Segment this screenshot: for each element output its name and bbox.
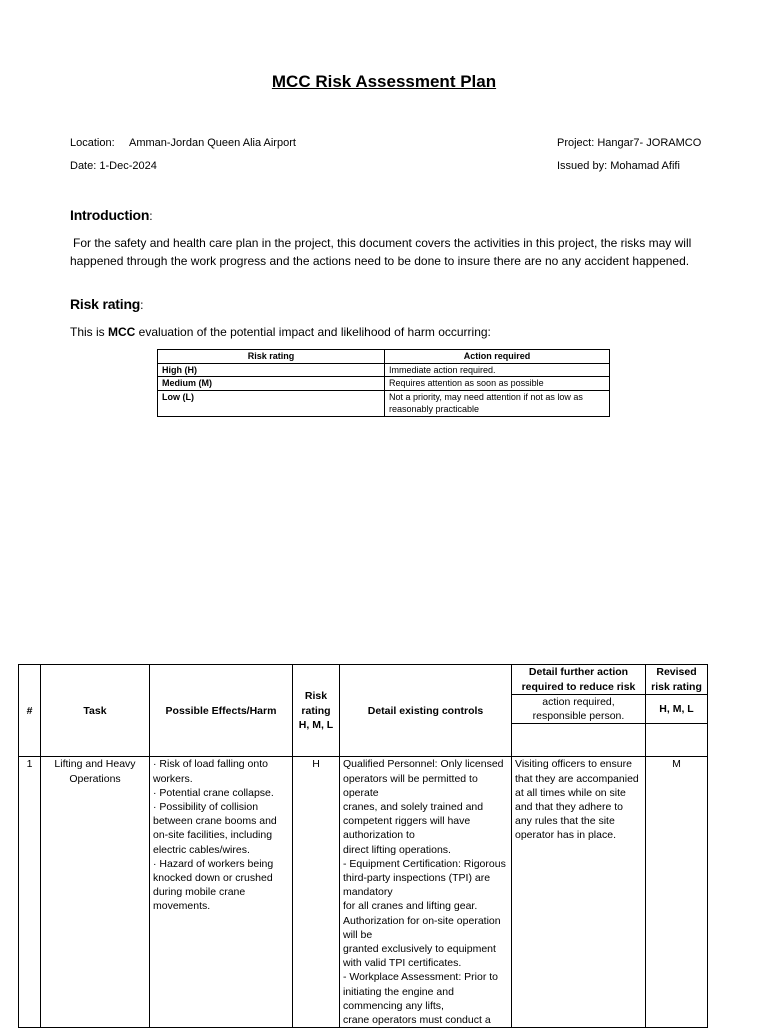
row-further-action: Visiting officers to ensure that they are accompanied at all times while on site and that they adhere to any rules that the site operator has in place. bbox=[512, 757, 646, 1028]
rating-header-level: Risk rating bbox=[158, 350, 385, 364]
effect-line: · Possibility of collision between crane booms and on-site facilities, including electric cables/wires. bbox=[153, 801, 277, 856]
issued-by-line: Issued by: Mohamad Afifi bbox=[557, 160, 680, 172]
risk-rating-table bbox=[157, 349, 610, 417]
header-controls: Detail existing controls bbox=[340, 665, 512, 757]
rating-action: Requires attention as soon as possible bbox=[385, 377, 610, 391]
risk-rating-heading-text: Risk rating bbox=[70, 296, 141, 312]
risk-rating-heading bbox=[70, 296, 143, 312]
rating-level: High (H) bbox=[158, 363, 385, 377]
rating-action: Immediate action required. bbox=[385, 363, 610, 377]
rating-row-low bbox=[158, 390, 610, 416]
location-value: Amman-Jordan Queen Alia Airport bbox=[129, 137, 296, 149]
rating-header-row bbox=[158, 350, 610, 364]
header-task: Task bbox=[41, 665, 150, 757]
risk-intro-post: evaluation of the potential impact and likelihood of harm occurring: bbox=[135, 325, 491, 339]
rating-level: Medium (M) bbox=[158, 377, 385, 391]
risk-rating-colon: : bbox=[140, 298, 144, 312]
date-line: Date: 1-Dec-2024 bbox=[70, 160, 157, 172]
control-line: cranes, and solely trained and competent riggers will have authorization to bbox=[343, 801, 484, 842]
control-line: - Equipment Certification: Rigorous third-party inspections (TPI) are mandatory bbox=[343, 857, 506, 899]
header-further-sub: action required, responsible person. bbox=[512, 695, 646, 724]
risk-intro-bold: MCC bbox=[108, 325, 136, 339]
header-further-action: Detail further action required to reduce risk bbox=[512, 665, 646, 695]
introduction-heading-text: Introduction bbox=[70, 207, 150, 223]
effect-line: · Hazard of workers being knocked down or crushed during mobile crane movements. bbox=[153, 857, 274, 913]
rating-action: Not a priority, may need attention if not as low as reasonably practicable bbox=[385, 390, 610, 416]
control-line: direct lifting operations. bbox=[343, 843, 451, 856]
spacer-cell bbox=[646, 724, 708, 757]
rating-header-action: Action required bbox=[385, 350, 610, 364]
header-effects: Possible Effects/Harm bbox=[150, 665, 293, 757]
control-line: crane operators must conduct a bbox=[343, 1014, 491, 1027]
control-line: - Workplace Assessment: Prior to initiating the engine and commencing any lifts, bbox=[343, 971, 499, 1012]
row-effects bbox=[150, 757, 293, 1028]
location-line bbox=[70, 137, 296, 149]
risk-assessment-table bbox=[18, 664, 708, 1028]
control-line: granted exclusively to equipment with valid TPI certificates. bbox=[343, 943, 496, 970]
project-line: Project: Hangar7- JORAMCO bbox=[557, 137, 702, 149]
risk-rating-intro bbox=[70, 323, 710, 341]
rating-row-high bbox=[158, 363, 610, 377]
rating-level: Low (L) bbox=[158, 390, 385, 416]
row-num: 1 bbox=[19, 757, 41, 1028]
rating-row-medium bbox=[158, 377, 610, 391]
control-line: Qualified Personnel: Only licensed operators will be permitted to operate bbox=[343, 758, 504, 799]
document-title: MCC Risk Assessment Plan bbox=[271, 72, 497, 91]
header-num: # bbox=[19, 665, 41, 757]
spacer-cell bbox=[512, 724, 646, 757]
introduction-colon: : bbox=[149, 209, 153, 223]
assessment-header-row bbox=[19, 665, 708, 695]
table-row bbox=[19, 757, 708, 1028]
header-risk-rating: Risk rating H, M, L bbox=[293, 665, 340, 757]
effect-line: · Risk of load falling onto workers. bbox=[153, 758, 268, 785]
location-label: Location: bbox=[70, 137, 115, 149]
control-line: for all cranes and lifting gear. Authorization for on-site operation will be bbox=[343, 900, 501, 941]
row-task: Lifting and Heavy Operations bbox=[41, 757, 150, 1028]
row-revised-rating: M bbox=[646, 757, 708, 1028]
risk-intro-pre: This is bbox=[70, 325, 109, 339]
effect-line: · Potential crane collapse. bbox=[153, 786, 274, 799]
introduction-heading bbox=[70, 207, 152, 223]
row-risk-rating: H bbox=[293, 757, 340, 1028]
header-revised-sub: H, M, L bbox=[646, 695, 708, 724]
header-revised-rating: Revised risk rating bbox=[646, 665, 708, 695]
row-controls bbox=[340, 757, 512, 1028]
introduction-text: For the safety and health care plan in the project, this document covers the activities in this project, the risks may will happened through the work progress and the actions need to be done to insure there are no any accident happened. bbox=[70, 236, 692, 268]
